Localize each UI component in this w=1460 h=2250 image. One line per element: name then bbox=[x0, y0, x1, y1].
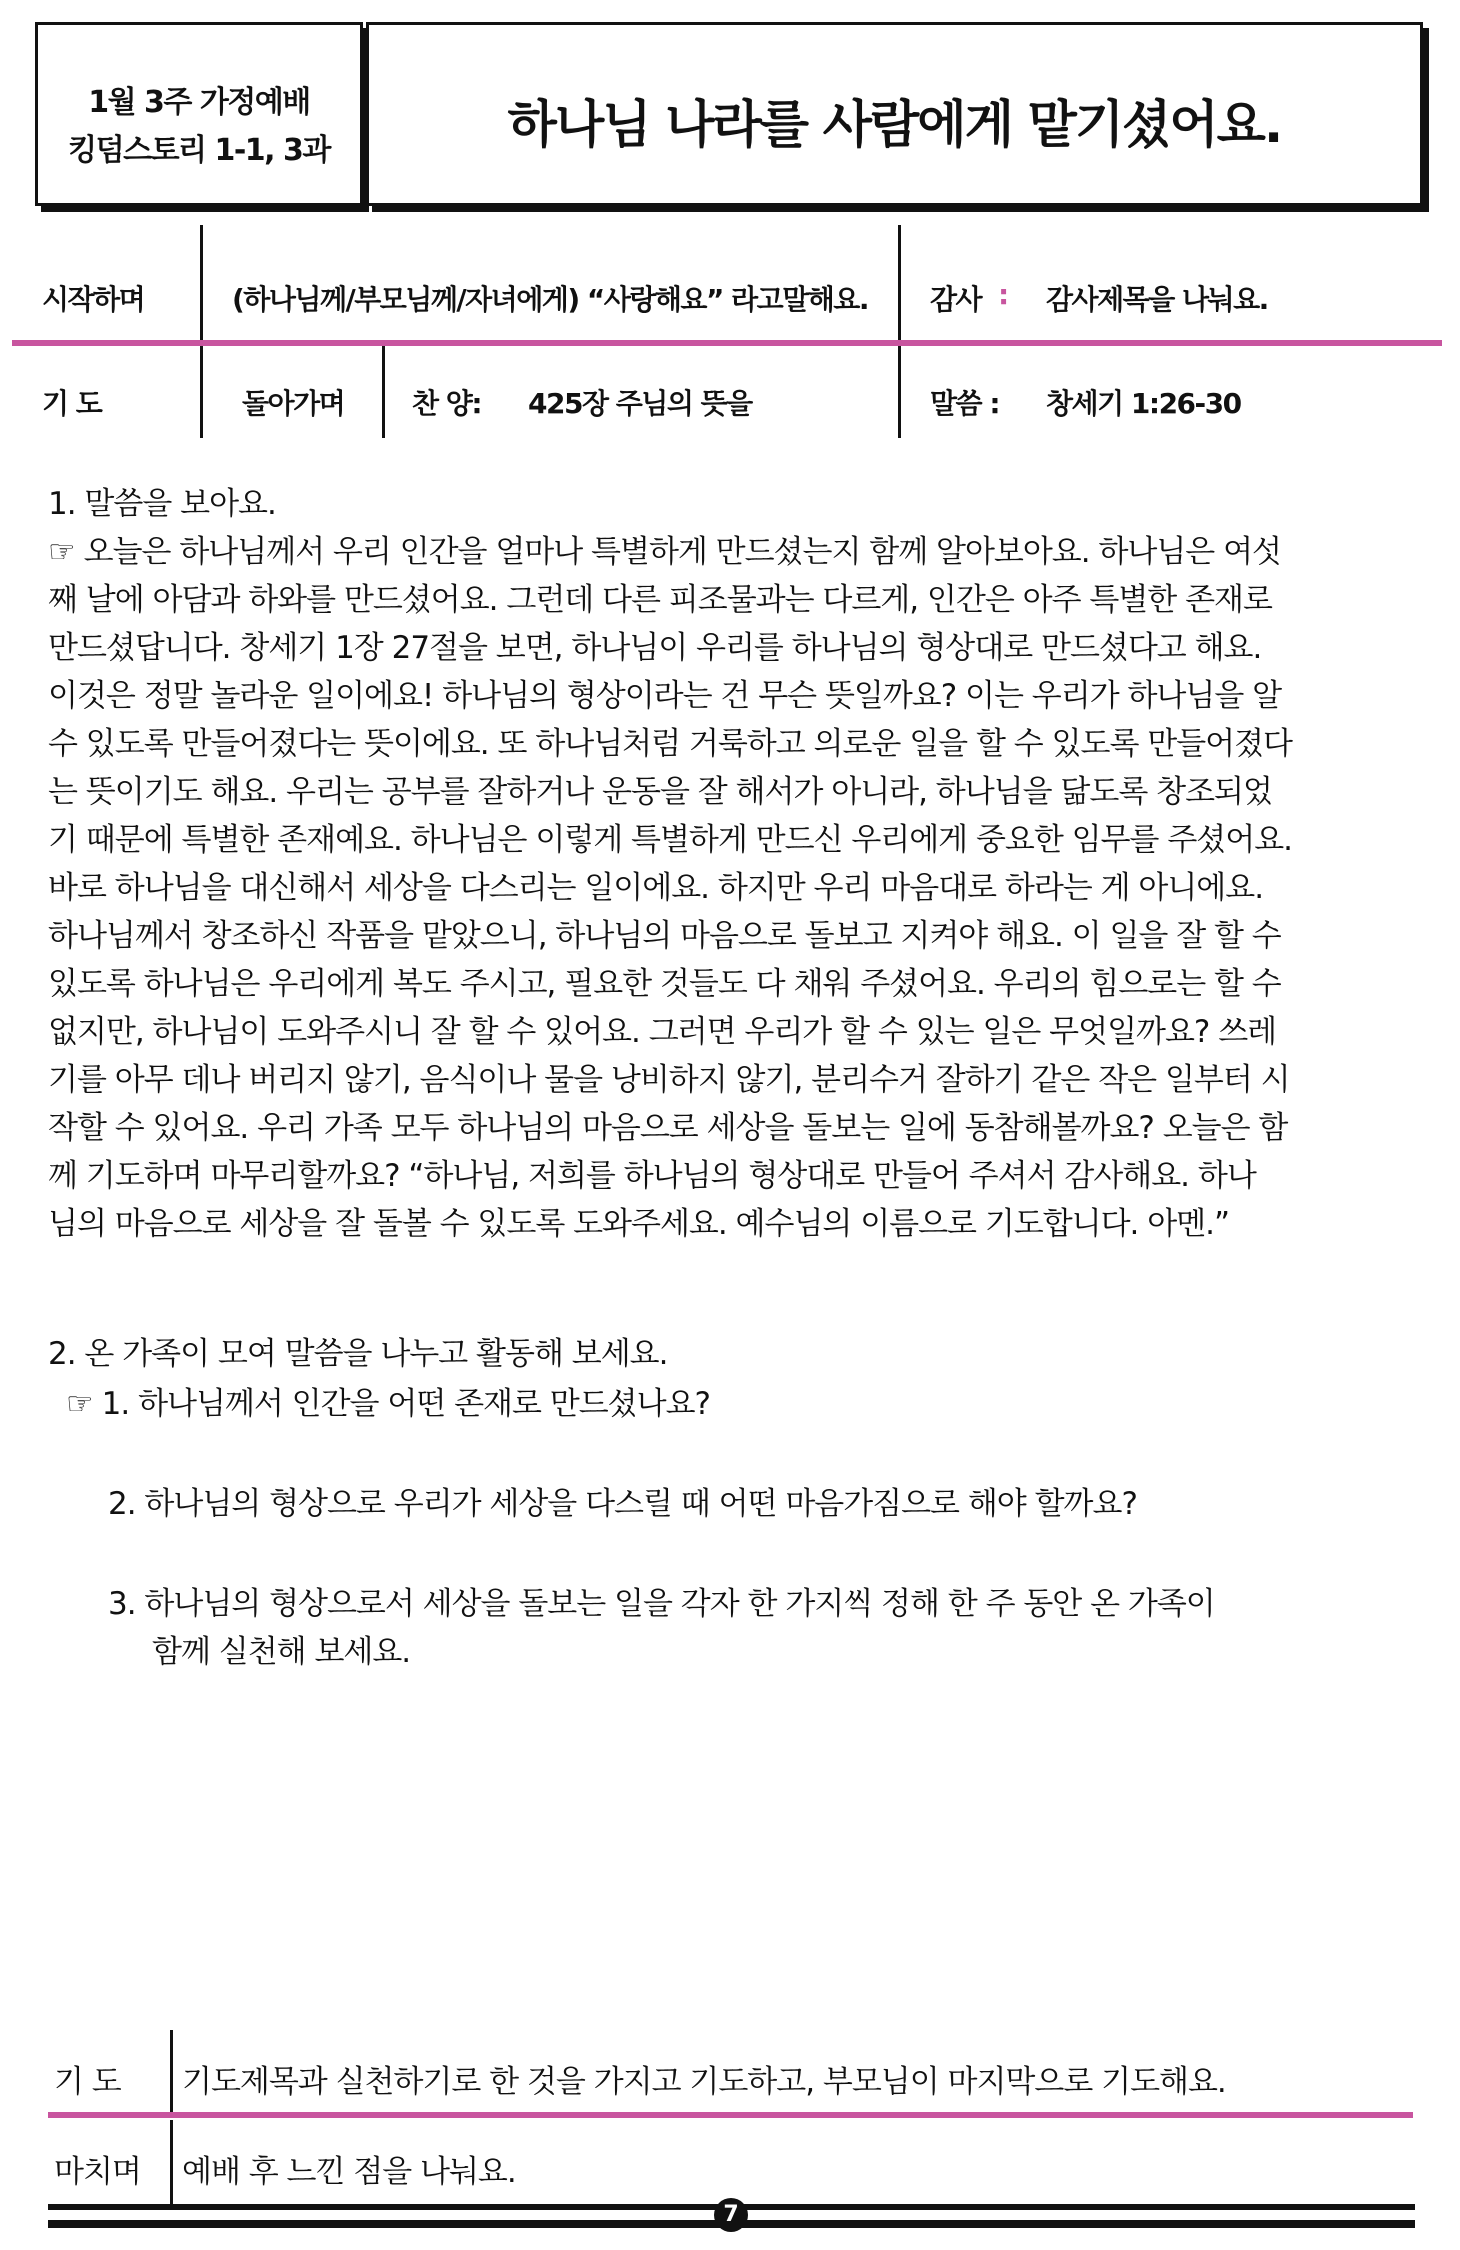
table-divider bbox=[170, 2030, 173, 2118]
body-line: 없지만, 하나님이 도와주시니 잘 할 수 있어요. 그러면 우리가 할 수 있는 일은 무엇일까요? 쓰레 bbox=[48, 1014, 1277, 1050]
body-line: 있도록 하나님은 우리에게 복도 주시고, 필요한 것들도 다 채워 주셨어요. 우리의 힘으로는 할 수 bbox=[48, 966, 1281, 1002]
body-line: 째 날에 아담과 하와를 만드셨어요. 그런데 다른 피조물과는 다르게, 인간은 아주 특별한 존재로 bbox=[48, 582, 1272, 618]
body-line: 수 있도록 만들어졌다는 뜻이에요. 또 하나님처럼 거룩하고 의로운 일을 할 수 있도록 만들어졌다 bbox=[48, 726, 1292, 762]
question-3-continued: 함께 실천해 보세요. bbox=[152, 1634, 411, 1670]
word-text: 창세기 1:26-30 bbox=[1046, 387, 1241, 420]
start-label: 시작하며 bbox=[42, 283, 145, 316]
page-title: 하나님 나라를 사람에게 맡기셨어요. bbox=[507, 96, 1282, 155]
closing-prayer-label: 기 도 bbox=[54, 2064, 121, 2100]
section-heading: 1. 말씀을 보아요. bbox=[48, 486, 276, 522]
pink-divider bbox=[12, 340, 1442, 346]
start-text: (하나님께/부모님께/자녀에게) “사랑해요” 라고말해요. bbox=[232, 283, 868, 316]
question-1: ☞ 1. 하나님께서 인간을 어떤 존재로 만드셨나요? bbox=[66, 1386, 710, 1422]
body-line: 이것은 정말 놀라운 일이에요! 하나님의 형상이라는 건 무슨 뜻일까요? 이는 우리가 하나님을 알 bbox=[48, 678, 1282, 714]
week-info-box bbox=[35, 22, 363, 206]
table-divider bbox=[200, 225, 203, 340]
closing-label: 마치며 bbox=[54, 2154, 141, 2190]
title-box bbox=[366, 22, 1423, 206]
table-divider bbox=[170, 2120, 173, 2204]
table-divider bbox=[898, 225, 901, 340]
hymn-label: 찬 양: bbox=[412, 387, 482, 420]
body-line: 하나님께서 창조하신 작품을 맡았으니, 하나님의 마음으로 돌보고 지켜야 해요. 이 일을 잘 할 수 bbox=[48, 918, 1281, 954]
table-divider bbox=[898, 345, 901, 438]
body-line: 기 때문에 특별한 존재예요. 하나님은 이렇게 특별하게 만드신 우리에게 중요한 임무를 주셨어요. bbox=[48, 822, 1292, 858]
table-divider bbox=[200, 345, 203, 438]
thanks-text: 감사제목을 나눠요. bbox=[1046, 283, 1268, 316]
prayer-label: 기 도 bbox=[42, 387, 102, 420]
week-label: 1월 3주 가정예배 bbox=[88, 85, 310, 120]
prayer-text: 돌아가며 bbox=[242, 387, 345, 420]
page-number: 7 bbox=[714, 2198, 748, 2232]
body-line: 바로 하나님을 대신해서 세상을 다스리는 일이에요. 하지만 우리 마음대로 하라는 게 아니에요. bbox=[48, 870, 1264, 906]
body-line: 는 뜻이기도 해요. 우리는 공부를 잘하거나 운동을 잘 해서가 아니라, 하나님을 닮도록 창조되었 bbox=[48, 774, 1272, 810]
pink-divider bbox=[48, 2112, 1413, 2118]
closing-prayer-text: 기도제목과 실천하기로 한 것을 가지고 기도하고, 부모님이 마지막으로 기도해요. bbox=[182, 2064, 1226, 2100]
lesson-label: 킹덤스토리 1-1, 3과 bbox=[68, 133, 330, 168]
body-line: 만드셨답니다. 창세기 1장 27절을 보면, 하나님이 우리를 하나님의 형상대로 만드셨다고 해요. bbox=[48, 630, 1262, 666]
thanks-colon: : bbox=[998, 278, 1008, 311]
question-3: 3. 하나님의 형상으로서 세상을 돌보는 일을 각자 한 가지씩 정해 한 주 동안 온 가족이 bbox=[108, 1586, 1215, 1622]
word-label: 말씀 : bbox=[930, 387, 1000, 420]
thanks-label: 감사 bbox=[930, 283, 982, 316]
table-divider bbox=[382, 345, 385, 438]
body-line: ☞ 오늘은 하나님께서 우리 인간을 얼마나 특별하게 만드셨는지 함께 알아보아요. 하나님은 여섯 bbox=[48, 534, 1281, 570]
body-line: 께 기도하며 마무리할까요? “하나님, 저희를 하나님의 형상대로 만들어 주셔서 감사해요. 하나 bbox=[48, 1158, 1256, 1194]
closing-text: 예배 후 느낀 점을 나눠요. bbox=[182, 2154, 516, 2190]
question-2: 2. 하나님의 형상으로 우리가 세상을 다스릴 때 어떤 마음가짐으로 해야 할까요? bbox=[108, 1486, 1137, 1522]
body-line: 님의 마음으로 세상을 잘 돌볼 수 있도록 도와주세요. 예수님의 이름으로 기도합니다. 아멘.” bbox=[48, 1206, 1230, 1242]
hymn-text: 425장 주님의 뜻을 bbox=[528, 387, 752, 420]
section-heading: 2. 온 가족이 모여 말씀을 나누고 활동해 보세요. bbox=[48, 1336, 668, 1372]
body-line: 기를 아무 데나 버리지 않기, 음식이나 물을 낭비하지 않기, 분리수거 잘하기 같은 작은 일부터 시 bbox=[48, 1062, 1290, 1098]
body-line: 작할 수 있어요. 우리 가족 모두 하나님의 마음으로 세상을 돌보는 일에 동참해볼까요? 오늘은 함 bbox=[48, 1110, 1288, 1146]
